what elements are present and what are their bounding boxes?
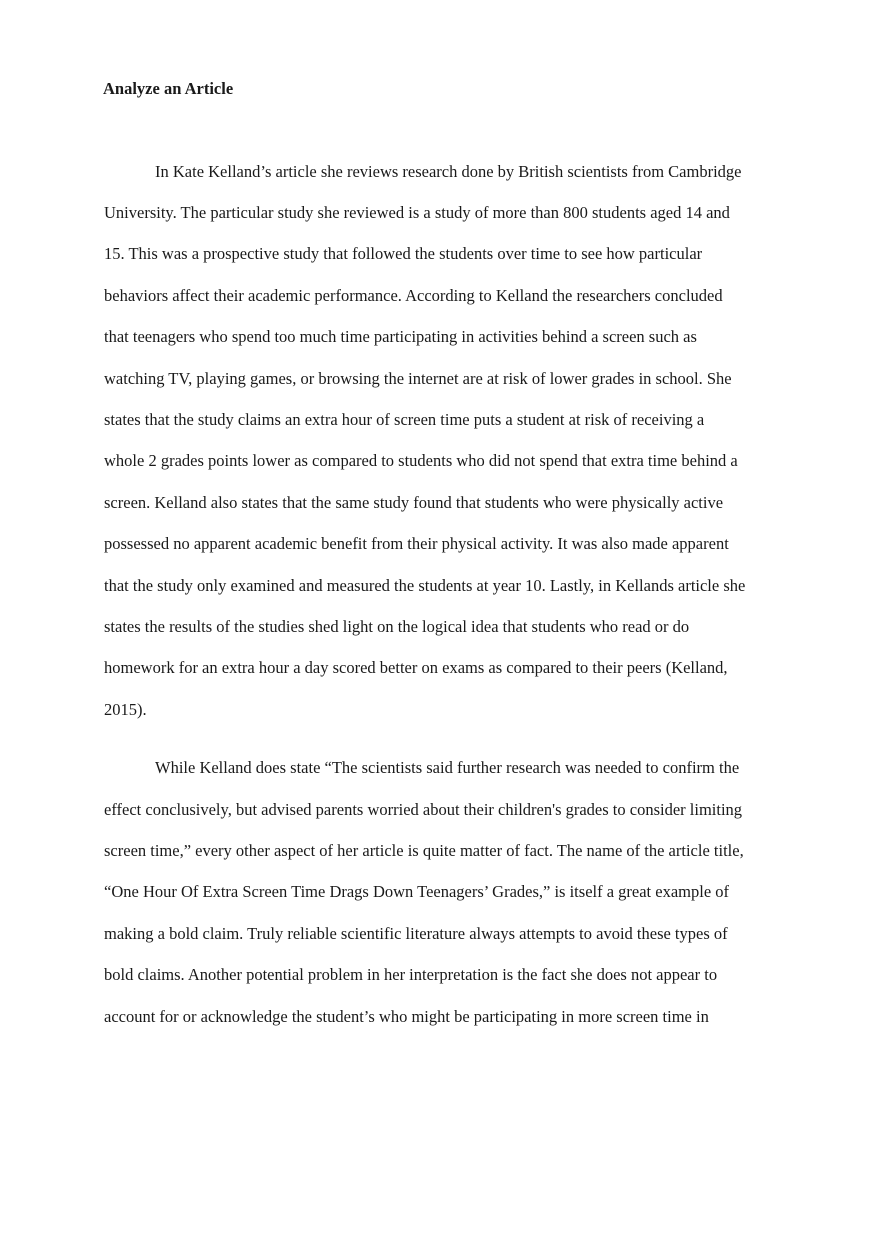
paragraph1-line-4: behaviors affect their academic performance. According to Kelland the researchers concluded	[104, 286, 723, 305]
paragraph1-line-1: In Kate Kelland’s article she reviews research done by British scientists from Cambridge	[155, 162, 742, 181]
paragraph2-line-1: While Kelland does state “The scientists said further research was needed to confirm the	[155, 758, 740, 777]
paragraph1-line-5: that teenagers who spend too much time participating in activities behind a screen such as	[104, 327, 697, 346]
paragraph1-line-13: homework for an extra hour a day scored better on exams as compared to their peers (Kelland,	[104, 658, 728, 677]
paragraph2-line-2: effect conclusively, but advised parents worried about their children's grades to consider limiting	[104, 800, 743, 819]
paragraph1-line-2: University. The particular study she reviewed is a study of more than 800 students aged 14 and	[104, 203, 730, 222]
paragraph1-line-14: 2015).	[104, 700, 147, 719]
paragraph1-line-6: watching TV, playing games, or browsing the internet are at risk of lower grades in school. She	[104, 369, 732, 388]
paragraph1-line-10: possessed no apparent academic benefit from their physical activity. It was also made apparent	[104, 534, 729, 553]
paragraph1-line-9: screen. Kelland also states that the same study found that students who were physically active	[104, 493, 724, 512]
paragraph2-line-4: “One Hour Of Extra Screen Time Drags Down Teenagers’ Grades,” is itself a great example of	[104, 882, 730, 901]
paragraph1-line-8: whole 2 grades points lower as compared to students who did not spend that extra time behind a	[104, 451, 738, 470]
paragraph2-line-5: making a bold claim. Truly reliable scientific literature always attempts to avoid these types of	[104, 924, 728, 943]
paragraph1-line-7: states that the study claims an extra hour of screen time puts a student at risk of receiving a	[104, 410, 705, 429]
paragraph1-line-11: that the study only examined and measured the students at year 10. Lastly, in Kellands article she	[104, 576, 746, 595]
paragraph1-line-3: 15. This was a prospective study that followed the students over time to see how particular	[104, 244, 703, 263]
paragraph2-line-7: account for or acknowledge the student’s who might be participating in more screen time in	[104, 1007, 709, 1026]
paragraph1-line-12: states the results of the studies shed light on the logical idea that students who read or do	[104, 617, 690, 636]
paragraph2-line-3: screen time,” every other aspect of her article is quite matter of fact. The name of the article title,	[104, 841, 744, 860]
paragraph2-line-6: bold claims. Another potential problem in her interpretation is the fact she does not appear to	[104, 965, 718, 984]
document-title: Analyze an Article	[103, 79, 234, 98]
